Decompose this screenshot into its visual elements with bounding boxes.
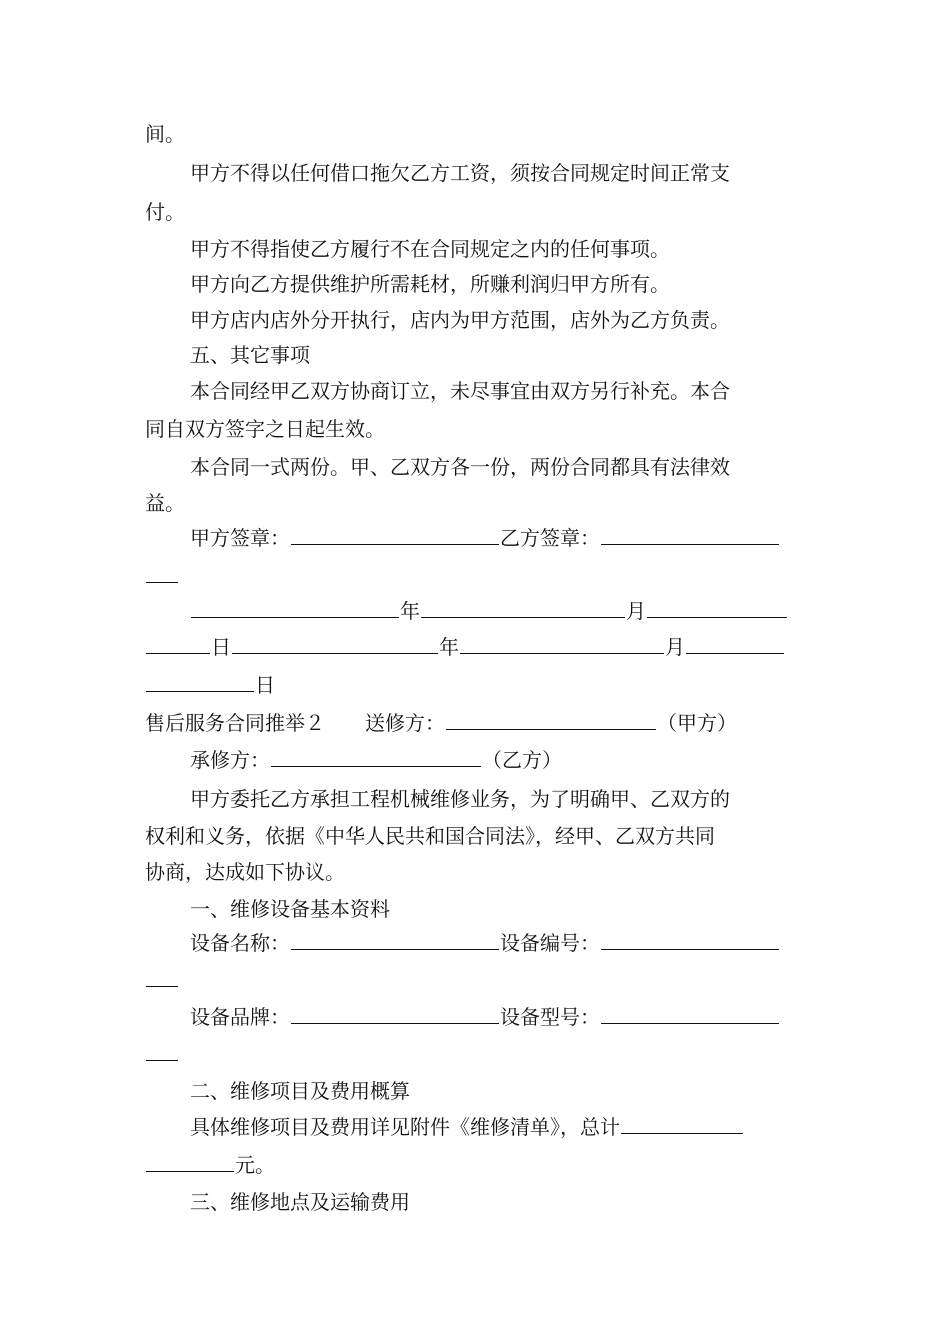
month-label: 月 (626, 599, 646, 623)
party-a-tag: （甲方） (657, 711, 737, 735)
equipment-number-label: 设备编号： (500, 931, 600, 955)
section-heading: 一、维修设备基本资料 (190, 897, 390, 921)
equipment-line (190, 930, 810, 956)
total-line (145, 1152, 810, 1178)
text-line: 付。 (145, 200, 185, 224)
blank-continued[interactable] (146, 967, 178, 987)
sender-label: 送修方： (365, 711, 445, 735)
text-line: 同自双方签字之日起生效。 (145, 417, 385, 441)
repairer-line (190, 747, 810, 773)
repairer-blank[interactable] (271, 747, 481, 767)
party-b-signature-label: 乙方签章： (500, 526, 600, 550)
equipment-number-blank[interactable] (601, 930, 779, 950)
day-label: 日 (211, 635, 231, 659)
text-line: 间。 (145, 122, 185, 146)
section-heading: 二、维修项目及费用概算 (190, 1079, 410, 1103)
year-label: 年 (439, 635, 459, 659)
party-b-signature-blank[interactable] (601, 525, 779, 545)
text-line: 甲方不得指使乙方履行不在合同规定之内的任何事项。 (190, 237, 670, 261)
equipment-name-blank[interactable] (291, 930, 499, 950)
text-line: 甲方店内店外分开执行，店内为甲方范围，店外为乙方负责。 (190, 308, 730, 332)
equipment-brand-label: 设备品牌： (190, 1005, 290, 1029)
month-blank[interactable] (460, 634, 664, 654)
repairer-label: 承修方： (190, 748, 270, 772)
equipment-line (190, 1004, 810, 1030)
party-a-signature-label: 甲方签章： (190, 526, 290, 550)
year-blank[interactable] (232, 634, 438, 654)
day-label: 日 (255, 673, 275, 697)
contract-title: 售后服务合同推举２ (145, 711, 325, 735)
text-line: 本合同经甲乙双方协商订立，未尽事宜由双方另行补充。本合 (190, 379, 730, 403)
section-heading: 三、维修地点及运输费用 (190, 1190, 410, 1214)
day-blank-continued[interactable] (146, 634, 210, 654)
contract-heading-line (145, 710, 810, 736)
signature-line (190, 525, 810, 551)
text-line: 甲方委托乙方承担工程机械维修业务，为了明确甲、乙双方的 (190, 787, 730, 811)
day-blank-continued[interactable] (146, 672, 254, 692)
total-blank[interactable] (621, 1114, 743, 1134)
date-line (190, 598, 810, 624)
signature-blank-continued[interactable] (146, 563, 178, 583)
section-heading: 五、其它事项 (190, 343, 310, 367)
month-blank[interactable] (421, 598, 625, 618)
day-blank[interactable] (686, 634, 784, 654)
text-line: 协商，达成如下协议。 (145, 860, 345, 884)
date-line (145, 634, 810, 660)
equipment-brand-blank[interactable] (291, 1004, 499, 1024)
year-blank[interactable] (191, 598, 399, 618)
text-line (145, 1041, 810, 1067)
month-label: 月 (665, 635, 685, 659)
equipment-name-label: 设备名称： (190, 931, 290, 955)
equipment-model-label: 设备型号： (500, 1005, 600, 1029)
text-line (145, 967, 810, 993)
year-label: 年 (400, 599, 420, 623)
party-a-signature-blank[interactable] (291, 525, 499, 545)
total-blank-continued[interactable] (146, 1152, 234, 1172)
text-line: 本合同一式两份。甲、乙双方各一份，两份合同都具有法律效 (190, 455, 730, 479)
total-line (190, 1114, 810, 1140)
sender-blank[interactable] (446, 710, 656, 730)
text-line: 权利和义务，依据《中华人民共和国合同法》，经甲、乙双方共同 (145, 824, 715, 848)
equipment-model-blank[interactable] (601, 1004, 779, 1024)
date-line (145, 672, 810, 698)
party-b-tag: （乙方） (482, 748, 562, 772)
total-text: 具体维修项目及费用详见附件《维修清单》，总计 (190, 1115, 620, 1139)
text-line: 甲方不得以任何借口拖欠乙方工资，须按合同规定时间正常支 (190, 161, 730, 185)
blank-continued[interactable] (146, 1041, 178, 1061)
text-line: 甲方向乙方提供维护所需耗材，所赚利润归甲方所有。 (190, 272, 670, 296)
text-line: 益。 (145, 491, 185, 515)
currency-unit: 元。 (235, 1153, 275, 1177)
text-line (145, 563, 810, 589)
day-blank[interactable] (647, 598, 787, 618)
